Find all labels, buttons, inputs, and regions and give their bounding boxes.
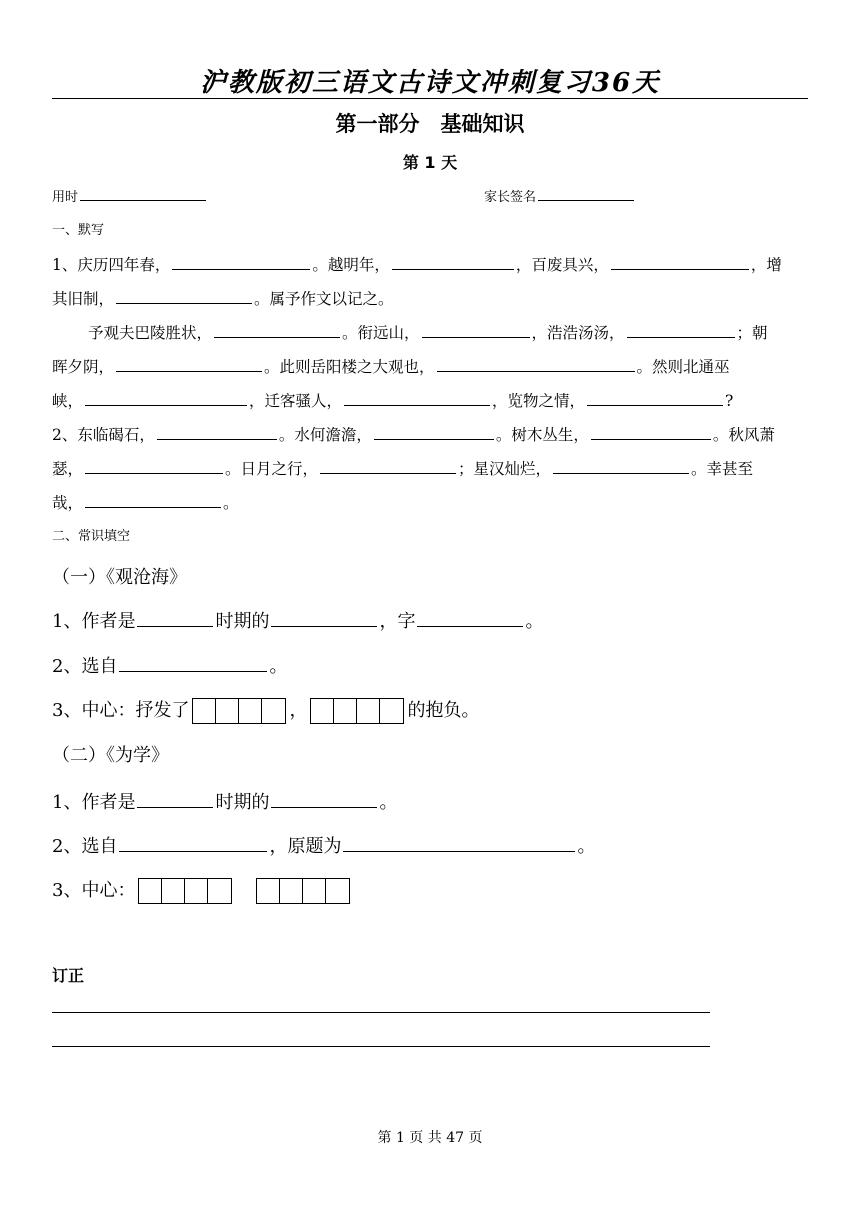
answer-blank[interactable]	[119, 657, 267, 672]
answer-blank[interactable]	[85, 493, 221, 508]
parent-sign-blank[interactable]	[538, 186, 634, 201]
correction-line-2[interactable]	[52, 1046, 710, 1047]
poem2-title: （二）《为学》	[52, 745, 169, 766]
answer-blank[interactable]	[587, 391, 723, 406]
time-blank[interactable]	[80, 186, 206, 201]
recite-line-8: 哉， 。	[52, 494, 239, 512]
poem1-title: （一）《观沧海》	[52, 567, 187, 588]
part2-heading: 二、常识填空	[52, 529, 131, 544]
header-rule	[52, 98, 808, 99]
answer-blank[interactable]	[392, 255, 514, 270]
answer-blank[interactable]	[344, 391, 490, 406]
parent-sign-field	[484, 186, 636, 205]
answer-blank[interactable]	[116, 357, 262, 372]
answer-blank[interactable]	[417, 612, 523, 627]
poem1-question-3: 3、中心：抒发了 ， 的抱负。	[52, 696, 479, 724]
recite-line-6: 2、东临碣石， 。水何澹澹， 。树木丛生， 。秋风萧	[52, 426, 775, 444]
day-label: 第 1 天	[402, 153, 458, 172]
answer-blank[interactable]	[374, 425, 494, 440]
poem2-question-2: 2、选自 ，原题为 。	[52, 836, 596, 857]
recite-line-1: 1、庆历四年春， 。越明年， ，百废具兴， ，增	[52, 256, 782, 274]
poem1-question-1: 1、作者是 时期的 ，字 。	[52, 611, 544, 632]
time-label: 用时	[52, 190, 79, 205]
recite-line-3: 予观夫巴陵胜状， 。衔远山， ，浩浩汤汤， ；朝	[88, 324, 768, 342]
correction-line-1[interactable]	[52, 1012, 710, 1013]
answer-blank[interactable]	[271, 793, 377, 808]
char-box-group[interactable]	[256, 878, 350, 904]
answer-blank[interactable]	[214, 323, 340, 338]
document-header-title: 沪教版初三语文古诗文冲刺复习36天	[199, 68, 661, 98]
answer-blank[interactable]	[85, 459, 223, 474]
answer-blank[interactable]	[343, 837, 575, 852]
answer-blank[interactable]	[137, 612, 213, 627]
answer-blank[interactable]	[627, 323, 735, 338]
recite-line-4: 晖夕阴， 。此则岳阳楼之大观也， 。然则北通巫	[52, 358, 730, 376]
time-field	[52, 186, 208, 205]
recite-line-5: 峡， ，迁客骚人， ，览物之情， ?	[52, 392, 734, 410]
answer-blank[interactable]	[85, 391, 247, 406]
section-title: 第一部分 基础知识	[335, 112, 525, 136]
answer-blank[interactable]	[553, 459, 689, 474]
char-box-group[interactable]	[192, 698, 286, 724]
recite-line-7: 瑟， 。日月之行， ；星汉灿烂， 。幸甚至	[52, 460, 754, 478]
part1-heading: 一、默写	[52, 223, 105, 238]
poem2-question-3: 3、中心：	[52, 876, 353, 904]
char-box-group[interactable]	[138, 878, 232, 904]
answer-blank[interactable]	[437, 357, 635, 372]
answer-blank[interactable]	[157, 425, 277, 440]
char-box-group[interactable]	[310, 698, 404, 724]
page-number: 第 1 页 共 47 页	[377, 1130, 483, 1146]
correction-label: 订正	[52, 966, 85, 985]
answer-blank[interactable]	[611, 255, 749, 270]
answer-blank[interactable]	[137, 793, 213, 808]
answer-blank[interactable]	[271, 612, 377, 627]
poem2-question-1: 1、作者是 时期的 。	[52, 792, 398, 813]
parent-sign-label: 家长签名	[484, 190, 537, 205]
answer-blank[interactable]	[320, 459, 456, 474]
poem1-question-2: 2、选自 。	[52, 656, 288, 677]
answer-blank[interactable]	[172, 255, 310, 270]
recite-line-2: 其旧制， 。属予作文以记之。	[52, 290, 394, 308]
answer-blank[interactable]	[116, 289, 252, 304]
answer-blank[interactable]	[119, 837, 267, 852]
answer-blank[interactable]	[591, 425, 711, 440]
answer-blank[interactable]	[422, 323, 530, 338]
